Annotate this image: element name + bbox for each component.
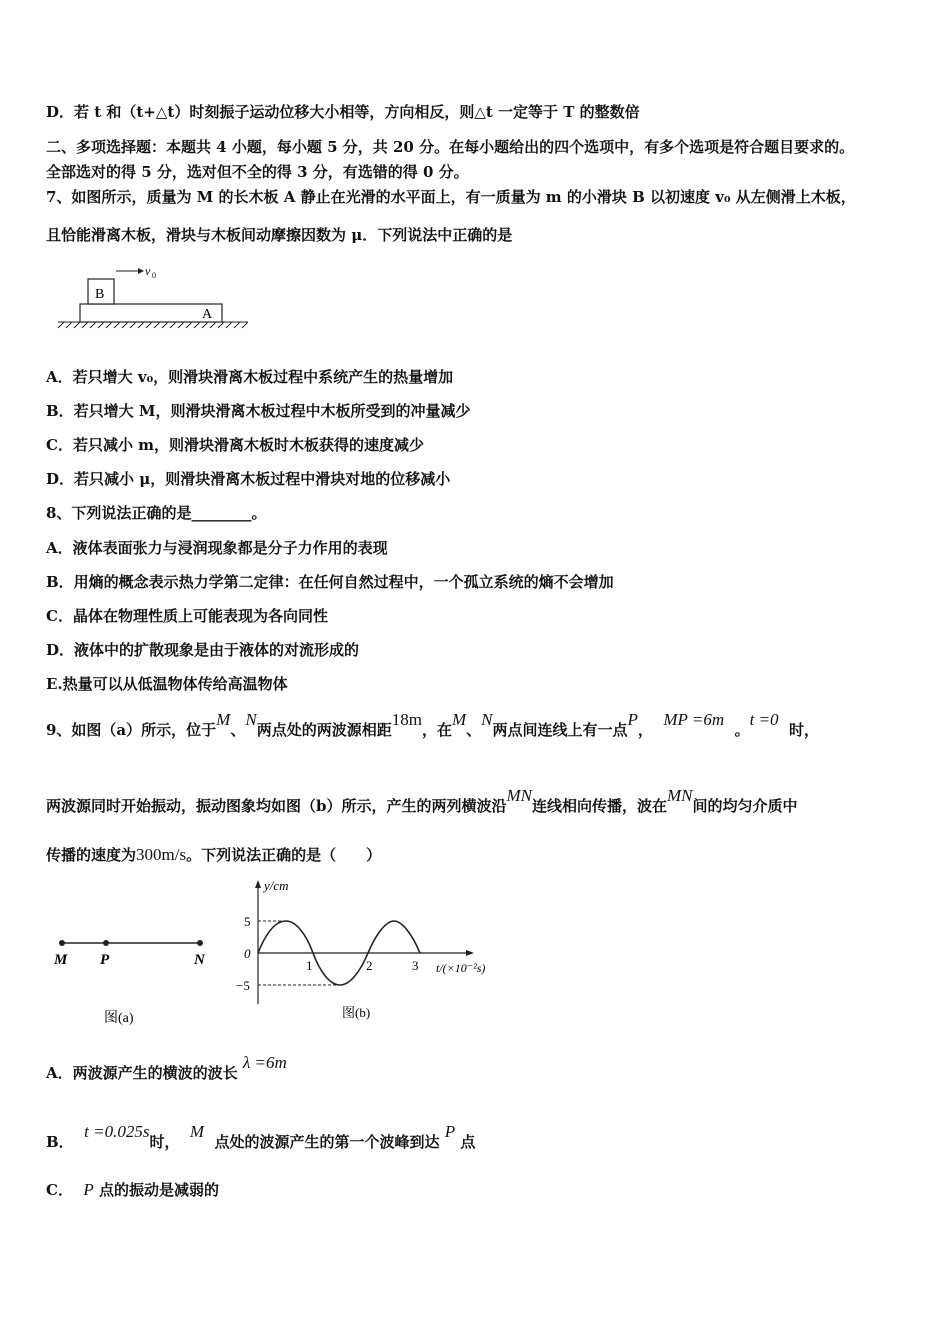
distance-18m: 18m <box>391 710 422 729</box>
caption-b: 图(b) <box>342 1005 371 1020</box>
section-header-line1: 二、多项选择题：本题共 4 小题，每小题 5 分，共 20 分。在每小题给出的四个选项中，有多个选项是符合题目要求的。 <box>46 138 855 156</box>
block-b-label: B <box>95 287 105 302</box>
y-tick-0: 0 <box>244 946 251 961</box>
prev-option-d: D．若 t 和（t+△t）时刻振子运动位移大小相等，方向相反，则△t 一定等于 T 的整数倍 <box>46 103 640 121</box>
t-zero: t =0 <box>749 710 779 729</box>
q7-option-d: D．若只减小 μ，则滑块滑离木板过程中滑块对地的位移减小 <box>46 470 451 488</box>
symbol-m: M <box>216 710 231 729</box>
y-axis-arrow <box>255 880 261 888</box>
symbol-mn: MN <box>506 786 532 805</box>
q7-stem-line2: 且恰能滑离木板，滑块与木板间动摩擦因数为 μ．下列说法中正确的是 <box>46 226 513 244</box>
q9-stem-line3: 传播的速度为300m/s。下列说法正确的是（ ） <box>46 845 382 864</box>
velocity-arrow-head <box>138 268 144 274</box>
q8-option-b: B．用熵的概念表示热力学第二定律：在任何自然过程中，一个孤立系统的熵不会增加 <box>46 573 614 591</box>
x-tick-1: 1 <box>306 958 313 973</box>
q7-option-c: C．若只减小 m，则滑块滑离木板时木板获得的速度减少 <box>46 436 425 454</box>
y-tick-neg5: −5 <box>236 978 250 993</box>
caption-a: 图(a) <box>104 1011 134 1026</box>
label-n: N <box>194 952 205 968</box>
point-n <box>197 940 203 946</box>
x-tick-2: 2 <box>366 958 373 973</box>
board-a <box>80 304 222 322</box>
point-m <box>59 940 65 946</box>
q7-stem-line1: 7、如图所示，质量为 M 的长木板 A 静止在光滑的水平面上，有一质量为 m 的小滑块 B 以初速度 v₀ 从左侧滑上木板， <box>46 188 856 206</box>
q9-option-c: C． P 点的振动是减弱的 <box>46 1180 220 1199</box>
q8-option-c: C．晶体在物理性质上可能表现为各向同性 <box>46 607 328 625</box>
x-axis-label: t/(×10⁻²s) <box>436 961 486 975</box>
wave-speed: 300m/s <box>136 845 187 864</box>
q8-option-e: E.热量可以从低温物体传给高温物体 <box>46 675 288 693</box>
x-tick-3: 3 <box>412 958 419 973</box>
mp-equation: MP =6m <box>663 710 725 729</box>
q8-option-d: D．液体中的扩散现象是由于液体的对流形成的 <box>46 641 360 659</box>
q7-option-a: A．若只增大 v₀，则滑块滑离木板过程中系统产生的热量增加 <box>46 368 454 386</box>
section-header-line2: 全部选对的得 5 分，选对但不全的得 3 分，有选错的得 0 分。 <box>46 163 469 181</box>
q8-stem: 8、下列说法正确的是________。 <box>46 504 267 522</box>
y-axis-label: y/cm <box>264 878 289 893</box>
time-eq: t =0.025s <box>84 1122 150 1141</box>
q9-stem-line1: 9、如图（a）所示，位于M、N两点处的两波源相距18m，在M、N两点间连线上有一点P， MP =6m 。t =0 时， <box>46 710 820 739</box>
q9-stem-line2: 两波源同时开始振动，振动图象均如图（b）所示，产生的两列横波沿MN连线相向传播，波在MN间的均匀介质中 <box>46 786 798 815</box>
wavelength-eq: λ =6m <box>242 1053 287 1072</box>
symbol-p: P <box>627 710 638 729</box>
velocity-sub: 0 <box>152 271 156 280</box>
figure-b <box>236 876 516 1026</box>
symbol-n: N <box>245 710 257 729</box>
board-a-label: A <box>202 307 213 322</box>
q9-option-b: B． t =0.025s时， M 点处的波源产生的第一个波峰到达 P 点 <box>46 1122 476 1151</box>
q7-figure <box>50 258 260 330</box>
velocity-label: v <box>145 264 151 278</box>
q8-option-a: A．液体表面张力与浸润现象都是分子力作用的表现 <box>46 539 388 557</box>
ground-hatch <box>58 322 248 328</box>
point-p <box>103 940 109 946</box>
x-axis-arrow <box>466 950 474 956</box>
label-p: P <box>100 952 110 968</box>
q7-option-b: B．若只增大 M，则滑块滑离木板过程中木板所受到的冲量减少 <box>46 402 471 420</box>
figure-a <box>44 928 224 1028</box>
q9-option-a: A．两波源产生的横波的波长 λ =6m <box>46 1053 287 1082</box>
label-m: M <box>54 952 68 968</box>
y-tick-5: 5 <box>244 914 251 929</box>
